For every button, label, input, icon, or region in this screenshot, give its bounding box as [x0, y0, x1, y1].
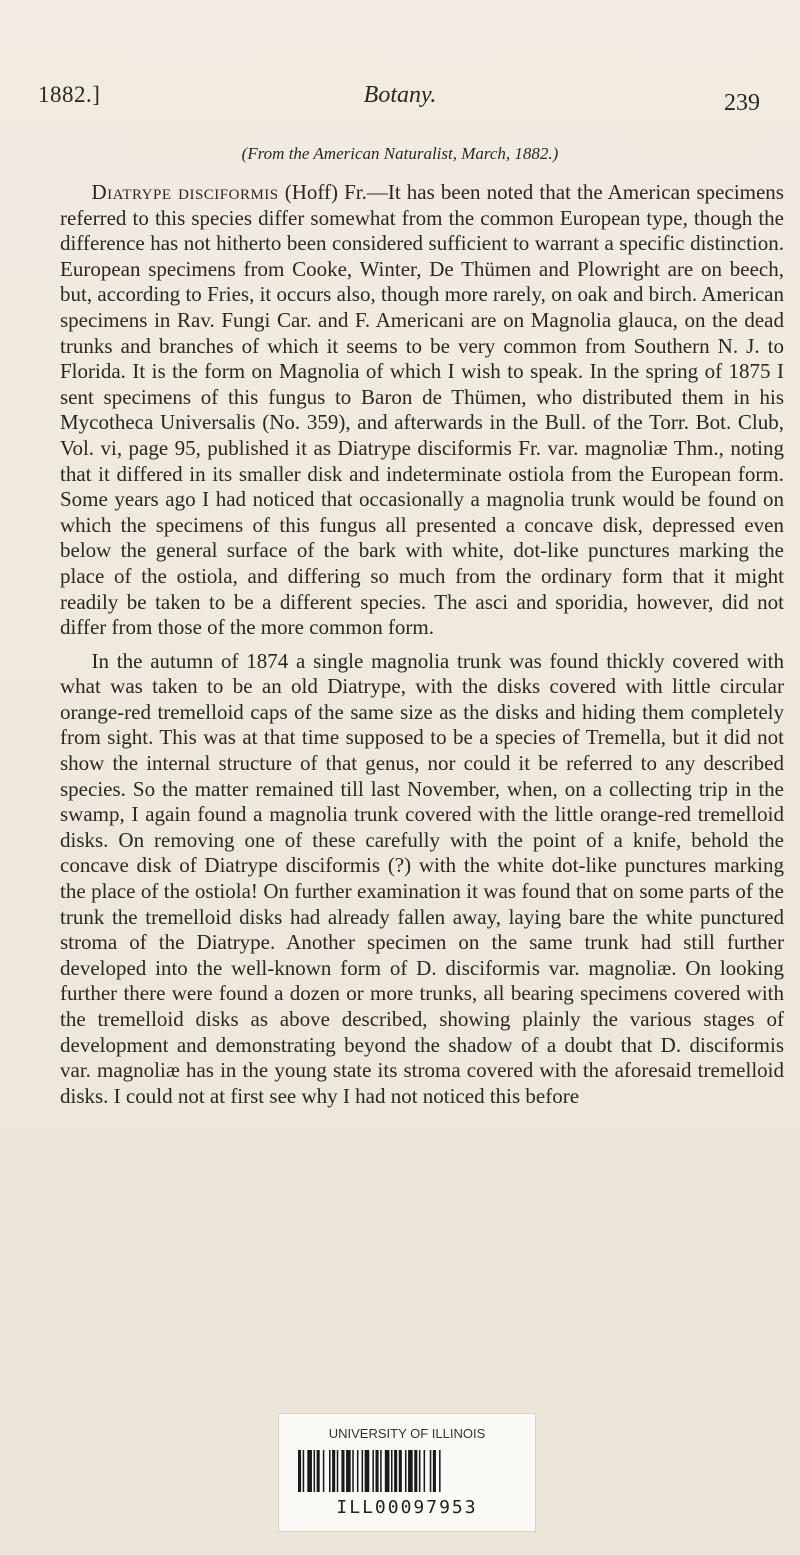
barcode-bar	[337, 1450, 339, 1492]
paragraph-2: In the autumn of 1874 a single magnolia trunk was found thickly covered with what was taken to be an old Diatrype, with the disks covered with little circular orange-red tremelloid caps of the same size as the disks and hiding them completely from sight. This was at that time supposed to be a species of Tremella, but it did not show the internal structure of that genus, nor could it be referred to any described species. So the matter remained till last November, when, on a collecting trip in the swamp, I again found a magnolia trunk covered with the little orange-red tremelloid disks. On removing one of these carefully with the point of a knife, behold the concave disk of Diatrype disciformis (?) with the white dot-like punctures marking the place of the ostiola! On further examination it was found that on some parts of the trunk the tremelloid disks had already fallen away, laying bare the white punctured stroma of the Diatrype. Another specimen on the same trunk had still further developed into the well-known form of D. disciformis var. magnoliæ. On looking further there were found a dozen or more trunks, all bearing specimens covered with the tremelloid disks as above described, showing plainly the various stages of development and demonstrating beyond the shadow of a doubt that D. disciformis var. magnoliæ has in the young state its stroma covered with the aforesaid tremelloid disks. I could not at first see why I had not noticed this before	[60, 648, 784, 1108]
barcode-bar	[323, 1450, 325, 1492]
institution-label: UNIVERSITY OF ILLINOIS	[328, 1426, 486, 1441]
barcode-bar	[385, 1450, 390, 1492]
lead-small-caps: Diatrype disciformis	[91, 180, 279, 204]
barcode-bar	[399, 1450, 402, 1492]
barcode-bar	[405, 1450, 407, 1492]
barcode-bar	[439, 1450, 441, 1492]
barcode-bar	[357, 1450, 359, 1492]
barcode-bar	[394, 1450, 397, 1492]
barcode-bar	[408, 1450, 413, 1492]
barcode-bar	[372, 1450, 374, 1492]
barcode-bar	[298, 1450, 301, 1492]
barcode-bar	[380, 1450, 382, 1492]
header-title: Botany.	[363, 82, 437, 108]
paragraph-1	[60, 180, 784, 641]
running-header	[0, 82, 800, 122]
barcode-bar	[303, 1450, 305, 1492]
library-barcode-label	[278, 1413, 536, 1532]
barcode-bar	[352, 1450, 354, 1492]
barcode-bar	[430, 1450, 432, 1492]
barcode-bar	[419, 1450, 421, 1492]
barcode-bar	[365, 1450, 370, 1492]
article-body	[60, 180, 784, 1109]
barcode-bar	[314, 1450, 316, 1492]
barcode-bar	[414, 1450, 417, 1492]
barcode-bar	[341, 1450, 344, 1492]
barcode-bar	[433, 1450, 436, 1492]
barcode-bar	[346, 1450, 351, 1492]
header-year: 1882.]	[38, 82, 101, 107]
paragraph-1-text: (Hoff) Fr.—It has been noted that the American specimens referred to this species differ somewhat from the common European type, though the difference has not hitherto been considered sufficient to warrant a specific distinction. European specimens from Cooke, Winter, De Thümen and Plowright are on beech, but, according to Fries, it occurs also, though more rarely, on oak and birch. American specimens in Rav. Fungi Car. and F. Americani are on Magnolia glauca, on the dead trunks and branches of which it seems to be very common from Southern N. J. to Florida. It is the form on Magnolia of which I wish to speak. In the spring of 1875 I sent specimens of this fungus to Baron de Thümen, who distributed them in his Mycotheca Universalis (No. 359), and afterwards in the Bull. of the Torr. Bot. Club, Vol. vi, page 95, published it as Diatrype disciformis Fr. var. magnoliæ Thm., noting that it differed in its smaller disk and indeterminate ostiola from the European form. Some years ago I had noticed that occasionally a magnolia trunk would be found on which the specimens of this fungus all presented a concave disk, depressed even below the general surface of the bark with white, dot-like punctures marking the place of the ostiola, and differing so much from the ordinary form that it might readily be taken to be a different species. The asci and sporidia, however, did not differ from those of the more common form.	[60, 180, 784, 640]
barcode-bar	[391, 1450, 393, 1492]
barcode-bar	[329, 1450, 331, 1492]
barcode-bar	[376, 1450, 379, 1492]
barcode-bar	[317, 1450, 320, 1492]
barcode-bar	[307, 1450, 312, 1492]
barcode-bar	[362, 1450, 364, 1492]
barcode-icon	[298, 1450, 516, 1492]
barcode-bar	[424, 1450, 426, 1492]
page-number: 239	[724, 90, 760, 116]
source-citation: (From the American Naturalist, March, 1882.)	[241, 144, 559, 163]
barcode-number: ILL00097953	[336, 1497, 478, 1518]
barcode-bar	[332, 1450, 335, 1492]
